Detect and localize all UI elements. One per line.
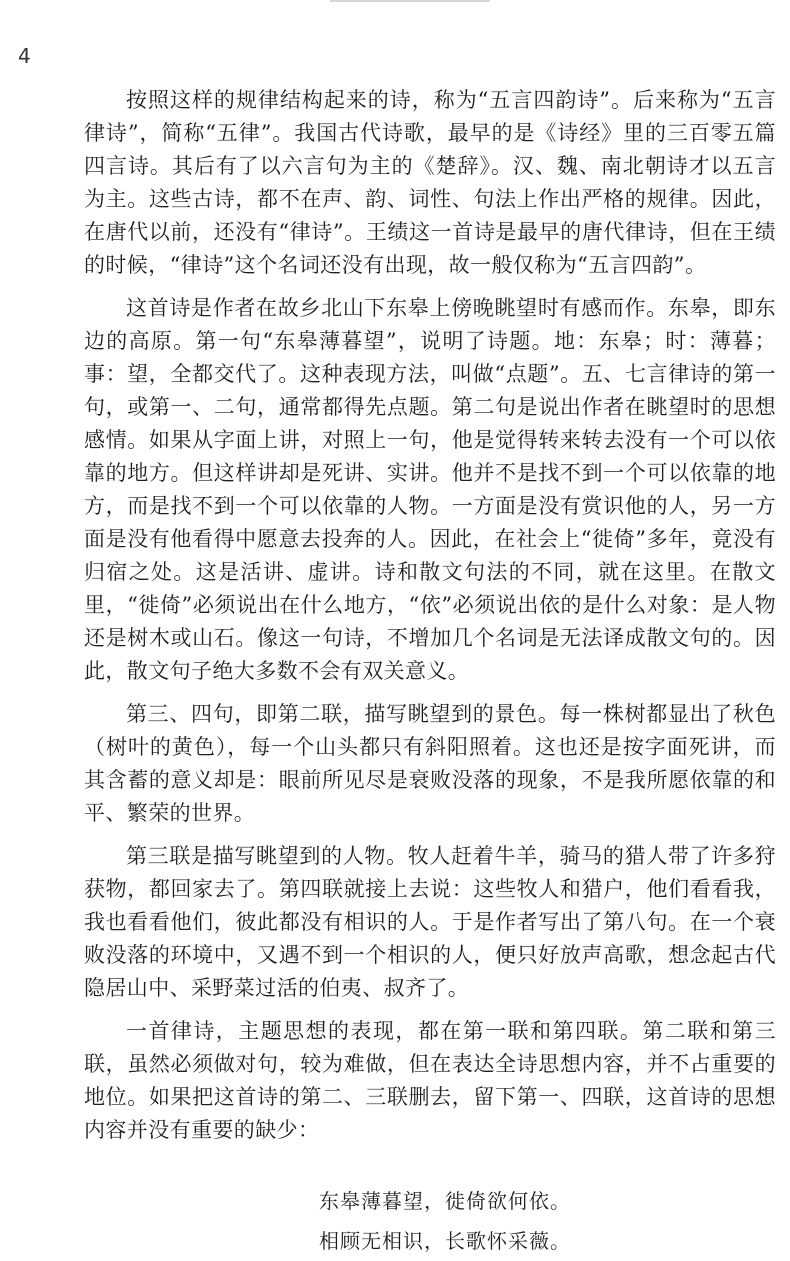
top-rule-divider	[330, 0, 490, 2]
page-number: 4	[18, 44, 31, 68]
poem-line-2: 相顾无相识，长歌怀采薇。	[319, 1229, 571, 1253]
paragraph-3: 第三、四句，即第二联，描写眺望到的景色。每一株树都显出了秋色（树叶的黄色），每一个山头都只有斜阳照着。这也还是按字面死讲，而其含蓄的意义却是：眼前所见尽是衰败没落的现象，不是我所愿依靠的和平、繁荣的世界。	[84, 702, 776, 825]
paragraph-2: 这首诗是作者在故乡北山下东皋上傍晚眺望时有感而作。东皋，即东边的高原。第一句“东皋薄暮望”，说明了诗题。地：东皋；时：薄暮；事：望，全都交代了。这种表现方法，叫做“点题”。五、七言律诗的第一句，或第一、二句，通常都得先点题。第二句是说出作者在眺望时的思想感情。如果从字面上讲，对照上一句，他是觉得转来转去没有一个可以依靠的地方。但这样讲却是死讲、实讲。他并不是找不到一个可以依靠的地方，而是找不到一个可以依靠的人物。一方面是没有赏识他的人，另一方面是没有他看得中愿意去投奔的人。因此，在社会上“徙倚”多年，竟没有归宿之处。这是活讲、虚讲。诗和散文句法的不同，就在这里。在散文里，“徙倚”必须说出在什么地方，“依”必须说出依的是什么对象：是人物还是树木或山石。像这一句诗，不增加几个名词是无法译成散文句的。因此，散文句子绝大多数不会有双关意义。	[84, 296, 776, 683]
paragraph-1: 按照这样的规律结构起来的诗，称为“五言四韵诗”。后来称为“五言律诗”，简称“五律”。我国古代诗歌，最早的是《诗经》里的三百零五篇四言诗。其后有了以六言句为主的《楚辞》。汉、魏、南北朝诗才以五言为主。这些古诗，都不在声、韵、词性、句法上作出严格的规律。因此，在唐代以前，还没有“律诗”。王绩这一首诗是最早的唐代律诗，但在王绩的时候，“律诗”这个名词还没有出现，故一般仅称为“五言四韵”。	[84, 88, 776, 277]
paragraph-4: 第三联是描写眺望到的人物。牧人赶着牛羊，骑马的猎人带了许多狩获物，都回家去了。第四联就接上去说：这些牧人和猎户，他们看看我，我也看看他们，彼此都没有相识的人。于是作者写出了第八句。在一个衰败没落的环境中，又遇不到一个相识的人，便只好放声高歌，想念起古代隐居山中、采野菜过活的伯夷、叔齐了。	[84, 844, 776, 1000]
body-text	[84, 84, 776, 1261]
paragraph-5: 一首律诗，主题思想的表现，都在第一联和第四联。第二联和第三联，虽然必须做对句，较为难做，但在表达全诗思想内容，并不占重要的地位。如果把这首诗的第二、三联删去，留下第一、四联，这首诗的思想内容并没有重要的缺少：	[84, 1019, 776, 1142]
poem-line-1: 东皋薄暮望，徙倚欲何依。	[319, 1189, 571, 1213]
poem-quote	[84, 1181, 776, 1261]
